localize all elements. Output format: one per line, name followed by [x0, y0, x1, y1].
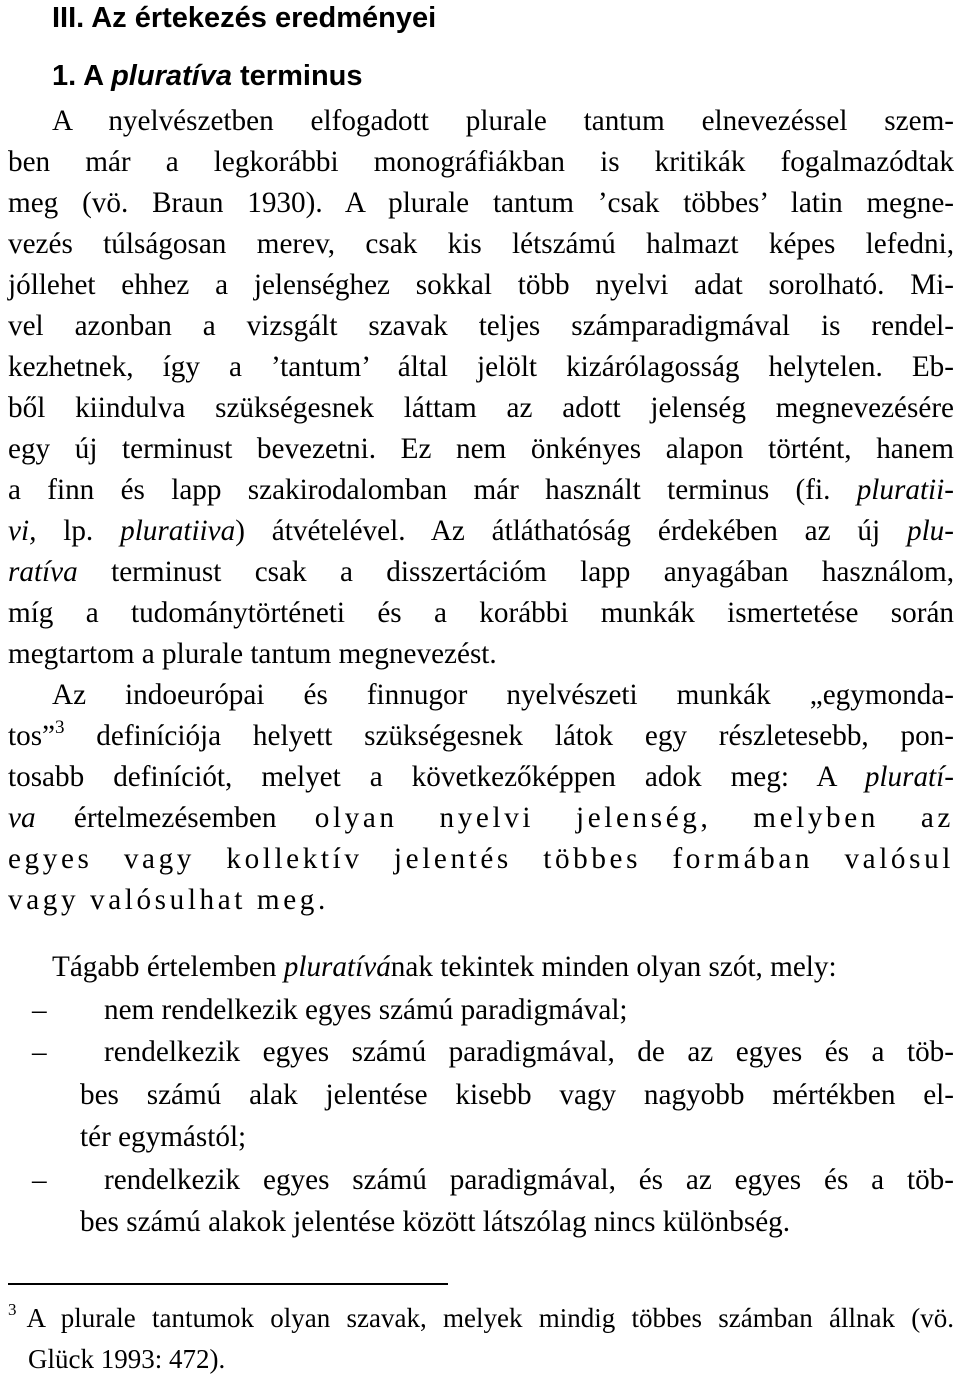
- text-run: lp.: [36, 515, 121, 547]
- list-dash: –: [32, 993, 47, 1026]
- text-run: tos”: [8, 720, 56, 752]
- paragraph1-line: jóllehet ehhez a jelenséghez sokkal több nyelvi adat sorolható. Mi-: [8, 269, 954, 301]
- text-run: Tágabb értelemben: [52, 951, 284, 983]
- italic-term: pluratii-: [856, 474, 954, 506]
- main-text: [8, 101, 954, 921]
- list-item: [8, 989, 954, 1032]
- list-item-text: rendelkezik egyes számú paradigmával, de az egyes és a töb-: [104, 1036, 954, 1068]
- paragraph1-line: egy új terminust bevezetni. Ez nem önkényes alapon történt, hanem: [8, 433, 954, 465]
- paragraph1-line: vezés túlságosan merev, csak kis létszámú halmazt képes lefedni,: [8, 228, 954, 260]
- text-run: ) átvételével. Az átláthatóság érdekében az új: [235, 515, 907, 547]
- paragraph1-line: kezhetnek, így a ’tantum’ által jelölt kizárólagosság helytelen. Eb-: [8, 351, 954, 383]
- footnote-reference[interactable]: 3: [55, 717, 65, 738]
- text-run: a finn és lapp szakirodalomban már használt terminus (fi.: [8, 474, 857, 506]
- text-run: definíciója helyett szükségesnek látok egy részletesebb, pon-: [64, 720, 954, 752]
- footnote-line: Glück 1993: 472).: [28, 1344, 226, 1374]
- paragraph2-line: [8, 716, 954, 757]
- text-run: értelmezésemben: [35, 802, 315, 834]
- italic-term: ratíva: [8, 556, 78, 588]
- paragraph2-line: [8, 798, 954, 839]
- spaced-definition: olyan nyelvi jelenség, melyben az: [314, 802, 954, 834]
- italic-term: vi,: [8, 515, 37, 547]
- paragraph2-line: [8, 757, 954, 798]
- list-dash: –: [32, 1036, 47, 1068]
- italic-term: pluratívá: [283, 951, 391, 983]
- list-dash: –: [32, 1163, 47, 1196]
- section-heading: III. Az értekezés eredményei: [52, 2, 437, 34]
- text-run: nak tekintek minden olyan szót, mely:: [390, 951, 837, 983]
- paragraph1-line: ben már a legkorábbi monográfiákban is kritikák fogalmazódtak: [8, 146, 954, 178]
- paragraph1-line: [8, 511, 954, 552]
- spaced-definition-line: egyes vagy kollektív jelentés többes formában valósul: [8, 843, 954, 875]
- subheading-italic-term: pluratíva: [111, 60, 232, 92]
- definition-list: [8, 946, 954, 1244]
- paragraph1-line: ből kiindulva szükségesnek láttam az adott jelenség megnevezésére: [8, 392, 954, 424]
- list-item-text: rendelkezik egyes számú paradigmával, és az egyes és a töb-: [104, 1163, 954, 1196]
- footnote-number: 3: [8, 1300, 17, 1319]
- paragraph1-line: meg (vö. Braun 1930). A plurale tantum ’csak többes’ latin megne-: [8, 187, 954, 219]
- subheading-number: 1. A: [52, 60, 112, 92]
- list-intro: [8, 946, 954, 989]
- paragraph1-line: vel azonban a vizsgált szavak teljes számparadigmával is rendel-: [8, 310, 954, 342]
- italic-term: plu-: [906, 515, 955, 547]
- paragraph1-line: A nyelvészetben elfogadott plurale tantum elnevezéssel szem-: [52, 105, 954, 137]
- paragraph1-line: míg a tudománytörténeti és a korábbi munkák ismertetése során: [8, 597, 954, 629]
- spaced-definition-line: vagy valósulhat meg.: [8, 884, 329, 916]
- paragraph1-line: megtartom a plurale tantum megnevezést.: [8, 638, 497, 670]
- footnote-divider: [8, 1283, 448, 1285]
- text-run: tosabb definíciót, melyet a következőképpen adok meg: A: [8, 761, 865, 793]
- list-item: [8, 1031, 954, 1074]
- footnote-line: [8, 1298, 954, 1339]
- subsection-heading: [52, 56, 363, 96]
- italic-term: va: [8, 802, 36, 834]
- text-run: terminust csak a disszertációm lapp anyagában használom,: [77, 556, 954, 588]
- italic-term: pluratí-: [864, 761, 954, 793]
- paragraph1-line: [8, 470, 954, 511]
- list-item: [8, 1159, 954, 1202]
- list-item-continuation: tér egymástól;: [80, 1121, 247, 1153]
- footnote: [8, 1298, 954, 1380]
- list-item-continuation: bes számú alak jelentése kisebb vagy nagyobb mértékben el-: [80, 1078, 954, 1111]
- list-item-continuation: bes számú alakok jelentése között látszólag nincs különbség.: [80, 1206, 791, 1238]
- subheading-rest: terminus: [231, 60, 363, 92]
- paragraph2-line: Az indoeurópai és finnugor nyelvészeti munkák „egymonda-: [52, 679, 954, 711]
- list-item-text: nem rendelkezik egyes számú paradigmával;: [104, 993, 628, 1026]
- footnote-text: A plurale tantumok olyan szavak, melyek mindig többes számban állnak (vö.: [26, 1303, 954, 1333]
- italic-term: pluratiiva: [120, 515, 236, 547]
- paragraph1-line: [8, 552, 954, 593]
